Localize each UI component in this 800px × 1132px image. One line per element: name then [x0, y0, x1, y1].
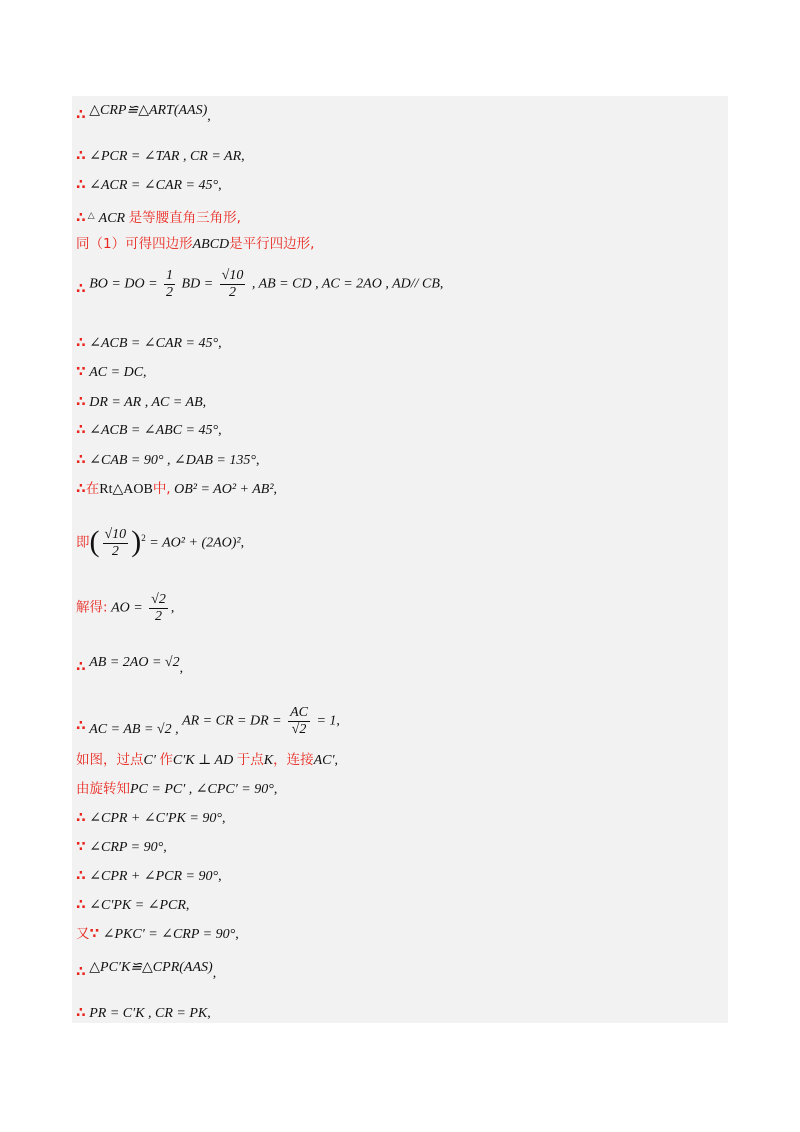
exponent: 2: [141, 533, 146, 544]
punctuation: ,: [185, 898, 190, 913]
punctuation: ,: [336, 713, 340, 729]
fraction: [220, 268, 246, 301]
math-expression: = 1: [316, 713, 337, 729]
therefore-symbol: ∴: [76, 452, 86, 468]
chinese-text: 于点: [236, 752, 264, 768]
math-expression: ∠CPR + ∠C′PK = 90°: [89, 811, 222, 826]
proof-line: [76, 234, 314, 255]
proof-line: [76, 895, 189, 916]
math-expression: OB² = AO² + AB²: [174, 482, 274, 497]
right-paren: ): [131, 524, 142, 558]
fraction: [288, 705, 310, 738]
therefore-symbol: ∴: [76, 210, 86, 226]
math-expression: ∠PKC′ = ∠CRP = 90°: [102, 927, 236, 942]
fraction: [149, 592, 168, 625]
fraction-denominator: 2: [228, 285, 236, 300]
because-symbol: ∵: [89, 926, 100, 942]
chinese-text: 即: [76, 534, 90, 551]
proof-line: [76, 268, 443, 301]
punctuation: ,: [218, 336, 222, 351]
therefore-symbol: ∴: [76, 810, 86, 826]
fraction-denominator: 2: [111, 544, 119, 559]
therefore-symbol: ∴: [76, 1005, 86, 1021]
math-expression: PR = C′K , CR = PK: [89, 1006, 208, 1021]
punctuation: ,: [218, 869, 222, 884]
because-symbol: ∵: [76, 364, 86, 380]
fraction-numerator: √2: [151, 592, 166, 607]
triangle-icon: △: [87, 210, 95, 220]
proof-line: [76, 957, 217, 981]
fraction-numerator: √10: [221, 268, 244, 283]
punctuation: ,: [235, 927, 239, 942]
chinese-text: 在: [85, 481, 100, 497]
math-expression: ∠ACR = ∠CAR = 45°: [89, 178, 219, 193]
punctuation: ,: [241, 149, 245, 164]
punctuation: ,: [334, 753, 339, 768]
proof-line: [76, 652, 184, 676]
math-expression: K: [263, 753, 274, 768]
math-expression: PC = PC′ , ∠CPC′ = 90°: [130, 782, 274, 797]
punctuation: ,: [170, 600, 175, 616]
therefore-symbol: ∴: [76, 148, 86, 164]
punctuation: ,: [202, 395, 207, 410]
proof-line: [76, 333, 222, 354]
chinese-text: 同（1）可得四边形: [76, 236, 193, 252]
math-expression: ∠ACB = ∠ABC = 45°: [89, 423, 219, 438]
therefore-symbol: ∴: [76, 868, 86, 884]
chinese-text: 是平行四边形,: [229, 236, 315, 252]
math-expression: ACR: [98, 211, 126, 226]
therefore-symbol: ∴: [76, 422, 86, 438]
math-expression: ∠C′PK = ∠PCR: [89, 898, 186, 913]
proof-line: [76, 808, 225, 829]
math-expression: ABCD: [192, 237, 230, 252]
therefore-symbol: ∴: [76, 335, 86, 351]
because-symbol: ∵: [76, 839, 86, 855]
chinese-text: 作: [159, 752, 173, 768]
proof-line: [76, 100, 211, 124]
fraction-denominator: 2: [166, 285, 174, 300]
punctuation: ,: [240, 535, 245, 551]
punctuation: ,: [218, 178, 222, 193]
math-expression: Rt△AOB: [99, 482, 153, 497]
proof-line: [76, 592, 174, 625]
chinese-text: 解得:: [76, 599, 108, 616]
proof-line: [76, 524, 245, 560]
math-expression: DR = AR , AC = AB: [89, 395, 203, 410]
proof-line: [76, 837, 167, 858]
therefore-symbol: ∴: [76, 280, 86, 297]
therefore-symbol: ∴: [76, 964, 86, 980]
fraction-numerator: √10: [104, 527, 127, 542]
proof-line: [76, 392, 206, 413]
fraction: [164, 268, 175, 301]
therefore-symbol: ∴: [76, 177, 86, 193]
proof-line: [76, 779, 277, 800]
proof-line: [76, 1003, 211, 1024]
chinese-text: 又: [76, 926, 90, 942]
proof-line: [76, 866, 222, 887]
punctuation: ,: [143, 365, 147, 380]
math-expression: ∠CAB = 90° , ∠DAB = 135°: [89, 453, 256, 468]
chinese-text: ，连接: [273, 752, 314, 768]
math-expression: AO =: [111, 600, 143, 616]
proof-line: [76, 450, 259, 471]
math-expression: △PC′K≌△CPR(AAS): [89, 960, 213, 975]
punctuation: ,: [439, 276, 444, 292]
math-expression: = AO² + (2AO)²: [149, 535, 241, 551]
math-expression: ∠CPR + ∠PCR = 90°: [89, 869, 219, 884]
math-expression: AC′: [313, 753, 335, 768]
punctuation: ,: [273, 482, 278, 497]
math-expression: ∠PCR = ∠TAR , CR = AR: [89, 149, 242, 164]
punctuation: ,: [273, 782, 278, 797]
fraction-numerator: AC: [290, 705, 308, 720]
math-expression: , AB = CD , AC = 2AO , AD// CB: [251, 276, 440, 292]
proof-line: [76, 924, 239, 945]
proof-line: [76, 205, 241, 229]
proof-line: [76, 362, 147, 383]
math-expression: C′K ⊥ AD: [172, 753, 234, 768]
chinese-text: 是等腰直角三角形,: [128, 210, 241, 226]
math-expression: BD =: [181, 276, 214, 292]
math-expression: ∠ACB = ∠CAR = 45°: [89, 336, 219, 351]
therefore-symbol: ∴: [76, 394, 86, 410]
punctuation: ,: [179, 661, 184, 676]
math-expression: AC = AB = √2 ,: [89, 721, 179, 737]
therefore-symbol: ∴: [76, 659, 86, 675]
proof-line: [76, 420, 222, 441]
fraction-denominator: √2: [291, 722, 307, 737]
proof-line: [76, 750, 338, 771]
therefore-symbol: ∴: [76, 107, 86, 123]
math-expression: AC = DC: [89, 365, 144, 380]
therefore-symbol: ∴: [76, 481, 86, 497]
math-expression: ∠CRP = 90°: [89, 840, 164, 855]
punctuation: ,: [255, 453, 260, 468]
chinese-text: 中,: [152, 481, 171, 497]
punctuation: ,: [221, 811, 226, 826]
chinese-text: 如图，过点: [76, 752, 144, 768]
chinese-text: 由旋转知: [76, 781, 130, 797]
proof-line: [76, 479, 277, 500]
punctuation: ,: [212, 966, 217, 981]
fraction-numerator: 1: [166, 268, 174, 283]
math-expression: AB = 2AO = √2: [89, 655, 180, 670]
punctuation: ,: [218, 423, 222, 438]
left-paren: (: [89, 524, 100, 558]
punctuation: ,: [207, 1006, 211, 1021]
math-expression: △CRP≌△ART(AAS): [89, 103, 208, 118]
therefore-symbol: ∴: [76, 897, 86, 913]
fraction: [103, 527, 129, 560]
math-expression: AR = CR = DR =: [182, 713, 282, 729]
proof-line: [76, 705, 340, 738]
fraction-denominator: 2: [155, 609, 163, 624]
proof-line: [76, 175, 222, 196]
punctuation: ,: [207, 109, 211, 124]
math-expression: C′: [143, 753, 156, 768]
punctuation: ,: [163, 840, 167, 855]
therefore-symbol: ∴: [76, 717, 86, 734]
proof-line: [76, 146, 245, 167]
math-expression: BO = DO =: [89, 276, 158, 292]
